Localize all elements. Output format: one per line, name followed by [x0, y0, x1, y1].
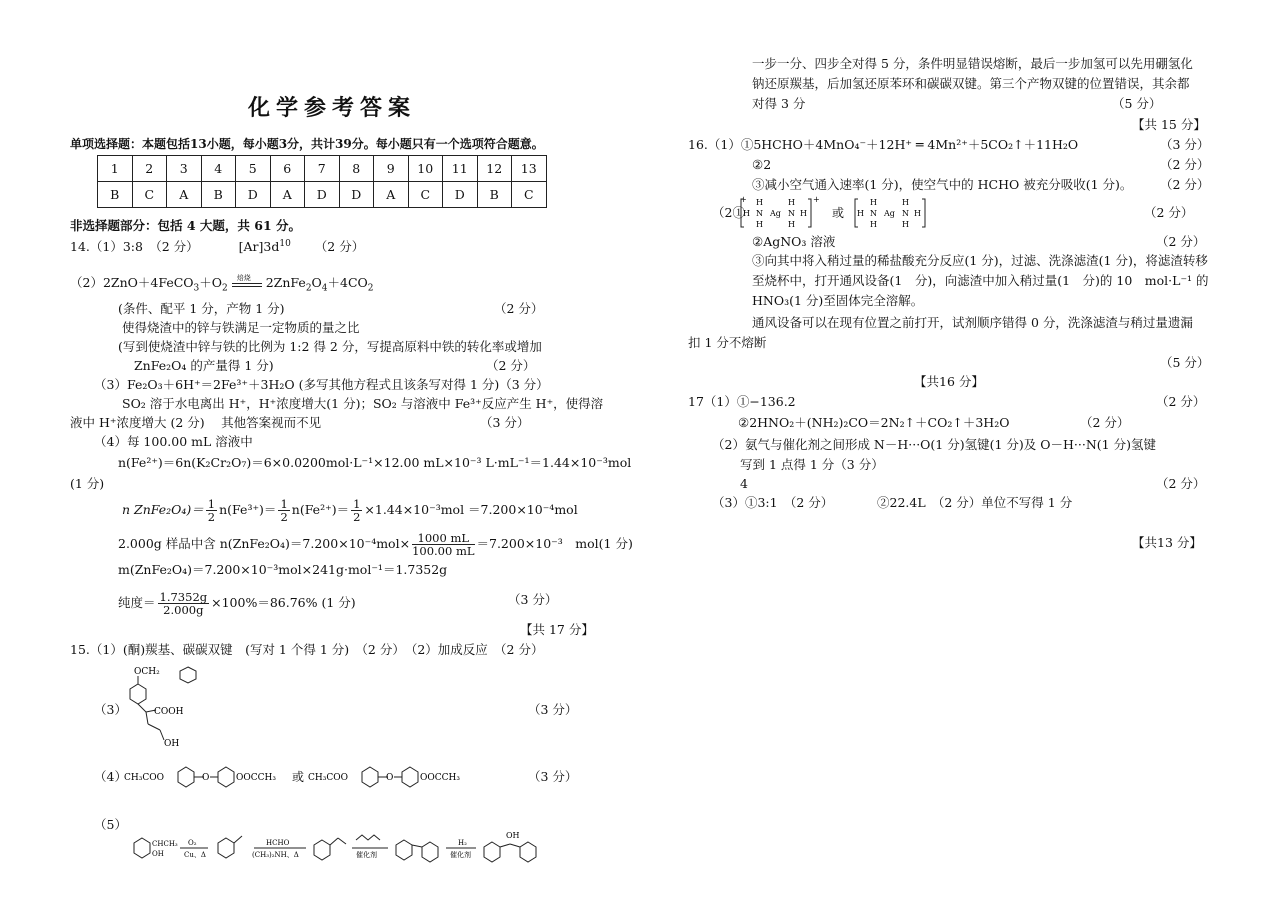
- amine-label: (CH₃)₂NH、Δ: [252, 851, 299, 859]
- q16-2-1-label: （2①: [712, 205, 745, 220]
- route-bond-4: [412, 845, 422, 847]
- q17-3: （3）①3:1 （2 分） ②22.4L （2 分）单位不写得 1 分: [712, 495, 1073, 510]
- route-ring-2: [218, 838, 234, 858]
- ester-left-1: CH₃COO: [124, 773, 164, 783]
- question-number-cell: 2: [132, 156, 167, 182]
- q15-5-note-2: 钠还原羰基，后加氢还原苯环和碳碳双键。第三个产物双键的位置错误，其余都: [752, 76, 1190, 91]
- q14-part4: （4）每 100.00 mL 溶液中: [94, 434, 253, 449]
- h-top1: H: [756, 198, 763, 207]
- bracket-r-2: [922, 199, 925, 227]
- route-ring-7: [520, 842, 536, 862]
- q14-2-note: (条件、配平 1 分，产物 1 分): [118, 301, 285, 316]
- q17-1-1: 17（1）①−136.2: [688, 394, 796, 409]
- answer-cell: A: [270, 182, 305, 208]
- ring-a1: [178, 767, 194, 787]
- q17-total: 【共13 分】: [1132, 535, 1202, 550]
- route-ring-4: [396, 840, 412, 860]
- question-number-cell: 5: [236, 156, 271, 182]
- q17-2-line2: 写到 1 点得 1 分（3 分）: [740, 457, 884, 472]
- question-number-cell: 3: [167, 156, 202, 182]
- section-single-choice: 单项选择题：本题包括13小题，每小题3分，共计39分。每小题只有一个选项符合题意。: [70, 137, 544, 151]
- q16-2-3-score: （5 分）: [1160, 355, 1210, 370]
- q14-part2-equation: $(2)2ZnO+4FeCO_3+O_2$ 焙烧 $2ZnFe_2O_4+4CO_2$: [70, 273, 374, 294]
- answer-cell: D: [236, 182, 271, 208]
- n-r2: N: [902, 209, 909, 218]
- q14-2-score: （2 分）: [494, 301, 544, 316]
- q17-1-1-score: （2 分）: [1156, 394, 1206, 409]
- n-l1: N: [756, 209, 763, 218]
- q15-total: 【共 15 分】: [1132, 117, 1206, 132]
- answer-cell: B: [98, 182, 133, 208]
- ring-a2: [218, 767, 234, 787]
- q14-4-purity: 纯度＝ $\frac{1.7352g}{2.000g}$ ×100%＝86.76% (1 分): [118, 590, 356, 617]
- q16-2-2-score: （2 分）: [1156, 234, 1206, 249]
- route-bond-3: [330, 838, 338, 845]
- q14-1-config: $[Ar]3d^{10}$: [238, 238, 291, 254]
- q14-2-score2: （2 分）: [486, 358, 536, 373]
- o2-label: O₂: [188, 839, 197, 847]
- q14-4-fe2: n(Fe²⁺)＝6n(K₂Cr₂O₇)＝6×0.0200mol·L⁻¹×12.00 mL×10⁻³ L·mL⁻¹＝1.44×10⁻³mol: [118, 455, 632, 470]
- h-r2: H: [914, 209, 921, 218]
- q17-1-2-score: （2 分）: [1080, 415, 1130, 430]
- ring-b1: [362, 767, 378, 787]
- q15-part4-label: （4）: [94, 769, 127, 784]
- question-number-cell: 1: [98, 156, 133, 182]
- section-non-choice: 非选择题部分：包括 4 大题，共 61 分。: [70, 218, 302, 233]
- cu-label: Cu、Δ: [184, 851, 206, 859]
- answer-cell: B: [477, 182, 512, 208]
- phenyl-ring: [130, 684, 146, 704]
- ag-2: Ag: [884, 209, 895, 218]
- q16-1-1: 16.（1）①5HCHO＋4MnO₄⁻＋12H⁺ ═ 4Mn²⁺＋5CO₂↑＋11H₂O: [688, 137, 1079, 152]
- q14-2-reason: 使得烧渣中的锌与铁满足一定物质的量之比: [122, 320, 360, 335]
- q15-part1: 15.（1）(酮)羰基、碳碳双键 (写对 1 个得 1 分) （2 分） （2）加成反应 （2 分）: [70, 642, 544, 657]
- h-l2: H: [857, 209, 864, 218]
- q16-2-2: ②AgNO₃ 溶液: [752, 234, 836, 249]
- q16-1-3-score: （2 分）: [1160, 177, 1210, 192]
- ester-right-1: OOCCH₃: [236, 773, 276, 783]
- h2-label: H₂: [458, 839, 467, 847]
- bond-4: [148, 724, 160, 730]
- q15-part3-label: （3）: [94, 702, 127, 717]
- q16-1-3: ③减小空气通入速率(1 分)，使空气中的 HCHO 被充分吸收(1 分)。: [752, 177, 1133, 192]
- h-l1: H: [743, 209, 750, 218]
- q16-2-1-score: （2 分）: [1144, 205, 1194, 220]
- answer-cell: D: [339, 182, 374, 208]
- answer-cell: D: [305, 182, 340, 208]
- question-number-cell: 4: [201, 156, 236, 182]
- ring-b2: [402, 767, 418, 787]
- question-number-cell: 10: [408, 156, 443, 182]
- answer-cell: A: [167, 182, 202, 208]
- bond-3: [146, 712, 148, 724]
- cat2-label: 催化剂: [450, 851, 471, 859]
- route-ring-6: [484, 842, 500, 862]
- plus-1: +: [740, 196, 747, 204]
- ether-o-2: O: [386, 773, 394, 783]
- h-top3: H: [870, 198, 877, 207]
- h-r1: H: [800, 209, 807, 218]
- q14-1-score: （2 分）: [314, 239, 365, 254]
- q16-2-3-line2: 至烧杯中，打开通风设备(1 分)，向滤渣中加入稍过量(1 分)的 10 mol·L⁻¹ 的: [752, 273, 1209, 288]
- q16-2-3-line1: ③向其中将入稍过量的稀盐酸充分反应(1 分)，过滤、洗涤滤渣(1 分)，将滤渣转移: [752, 253, 1208, 268]
- q17-2-answer: 4: [740, 476, 748, 491]
- route-ring-5: [422, 842, 438, 862]
- answer-cell: C: [408, 182, 443, 208]
- ester-left-2: CH₃COO: [308, 773, 348, 783]
- och2-label: OCH₂: [134, 667, 160, 677]
- route-ring-3: [314, 840, 330, 860]
- answer-cell: C: [512, 182, 547, 208]
- q16-total: 【共16 分】: [914, 374, 984, 389]
- ether-o-1: O: [202, 773, 210, 783]
- q15-3-score: （3 分）: [528, 702, 578, 717]
- q16-2-3-line3: HNO₃(1 分)至固体完全溶解。: [752, 293, 924, 308]
- q14-2-note2: (写到使烧渣中锌与铁的比例为 1:2 得 2 分，写提高原料中铁的转化率或增加: [118, 339, 542, 354]
- h-top4: H: [902, 198, 909, 207]
- bracket-r-1: [808, 199, 811, 227]
- q14-part1: [70, 239, 364, 255]
- q16-2-3-line4: 通风设备可以在现有位置之前打开，试剂顺序错得 0 分，洗涤滤渣与稍过量遗漏: [752, 315, 1193, 330]
- h-bot1: H: [756, 220, 763, 229]
- page-title: 化学参考答案: [248, 95, 417, 121]
- q14-4-score: （3 分）: [508, 592, 558, 607]
- q17-2-line1: （2）氨气与催化剂之间形成 N－H···O(1 分)氢键(1 分)及 O－H···N(1 分)氢键: [712, 437, 1156, 452]
- q14-4-sample: 2.000g 样品中含 n(ZnFe₂O₄)＝7.200×10⁻⁴mol× $\frac{1000 mL}{100.00 mL}$ ＝7.200×10⁻³ mol(1 分): [118, 531, 633, 558]
- q15-5-note-1: 一步一分、四步全对得 5 分，条件明显错误熔断，最后一步加氢可以先用硼氢化: [752, 56, 1193, 71]
- h-bot3: H: [870, 220, 877, 229]
- question-number-cell: 7: [305, 156, 340, 182]
- question-number-cell: 6: [270, 156, 305, 182]
- chch3-label: CHCH₃: [152, 840, 178, 848]
- q14-4-score1: (1 分): [70, 476, 105, 491]
- h-top2: H: [788, 198, 795, 207]
- answer-cell: A: [374, 182, 409, 208]
- or-label: 或: [292, 770, 305, 784]
- ester-right-2: OOCCH₃: [420, 773, 460, 783]
- question-number-cell: 12: [477, 156, 512, 182]
- route-bond-3b: [338, 838, 346, 844]
- route-bond-2: [234, 836, 242, 843]
- bond-1: [138, 704, 146, 712]
- q15-5-note-3: 对得 3 分: [752, 96, 806, 111]
- q14-part3: （3）Fe₂O₃＋6H⁺＝2Fe³⁺＋3H₂O (多写其他方程式且该条写对得 1 分)（3 分）: [94, 377, 549, 392]
- answer-cell: D: [443, 182, 478, 208]
- complex-2: [855, 198, 925, 229]
- complex-1: [740, 196, 820, 229]
- condition-arrow: 焙烧: [232, 281, 262, 287]
- benzyl-ring: [180, 667, 196, 683]
- question-number-cell: 9: [374, 156, 409, 182]
- cat1-label: 催化剂: [356, 851, 377, 859]
- oh-label: OH: [164, 739, 180, 748]
- ag-1: Ag: [770, 209, 781, 218]
- n-r1: N: [788, 209, 795, 218]
- h-bot2: H: [788, 220, 795, 229]
- q17-2-score: （2 分）: [1156, 476, 1206, 491]
- q15-5-synthesis-route: [130, 826, 560, 876]
- q14-3-line3: 液中 H⁺浓度增大 (2 分) 其他答案视而不见: [70, 415, 322, 430]
- q14-2-note3: ZnFe₂O₄ 的产量得 1 分): [134, 358, 274, 373]
- q14-4-znfe: n ZnFe₂O₄)＝ $\frac{1}{2}$ n(Fe³⁺)＝ $\frac{1}{2}$ n(Fe²⁺)＝ $\frac{1}{2}$ ×1.44×10⁻³mol ＝7.200×10⁻⁴mol: [122, 497, 578, 524]
- q14-1-answer: 14.（1）3:8 （2 分）: [70, 239, 199, 254]
- h-bot4: H: [902, 220, 909, 229]
- q16-1-2: ②2: [752, 157, 772, 172]
- q15-5-score: （5 分）: [1112, 96, 1162, 111]
- q14-3-line2: SO₂ 溶于水电离出 H⁺，H⁺浓度增大(1 分)；SO₂ 与溶液中 Fe³⁺反应产生 H⁺，使得溶: [122, 396, 604, 411]
- route-ring-1: [134, 838, 150, 858]
- q17-1-2: ②2HNO₂＋(NH₂)₂CO＝2N₂↑＋CO₂↑＋3H₂O: [738, 415, 1010, 430]
- n-l2: N: [870, 209, 877, 218]
- or-16: 或: [832, 206, 845, 220]
- q15-4-score: （3 分）: [528, 769, 578, 784]
- question-number-cell: 11: [443, 156, 478, 182]
- q14-3-score: （3 分）: [480, 415, 530, 430]
- q16-1-1-score: （3 分）: [1160, 137, 1210, 152]
- question-number-cell: 8: [339, 156, 374, 182]
- answer-cell: B: [201, 182, 236, 208]
- answer-table: [97, 155, 547, 208]
- q16-2-3-line5: 扣 1 分不熔断: [688, 335, 767, 350]
- q15-3-structure: [124, 664, 214, 748]
- route-oh-label: OH: [152, 850, 164, 858]
- route-bond-5: [500, 844, 510, 847]
- hcho-label: HCHO: [266, 839, 290, 847]
- cooh-label: COOH: [154, 707, 184, 717]
- route-bond-6: [510, 844, 520, 847]
- answer-table-number-row: [98, 156, 547, 182]
- plus-1b: +: [813, 196, 820, 204]
- q14-4-mass: m(ZnFe₂O₄)＝7.200×10⁻³mol×241g·mol⁻¹＝1.7352g: [118, 562, 448, 577]
- q14-total: 【共 17 分】: [520, 622, 594, 637]
- diene: [356, 835, 380, 840]
- answer-cell: C: [132, 182, 167, 208]
- question-number-cell: 13: [512, 156, 547, 182]
- q15-4-structures: [122, 760, 482, 794]
- final-oh-label: OH: [506, 831, 520, 840]
- q15-part5-label: （5）: [94, 817, 127, 832]
- answer-table-answer-row: [98, 182, 547, 208]
- q16-2-1-complex-structures: [740, 196, 930, 232]
- q16-1-2-score: （2 分）: [1160, 157, 1210, 172]
